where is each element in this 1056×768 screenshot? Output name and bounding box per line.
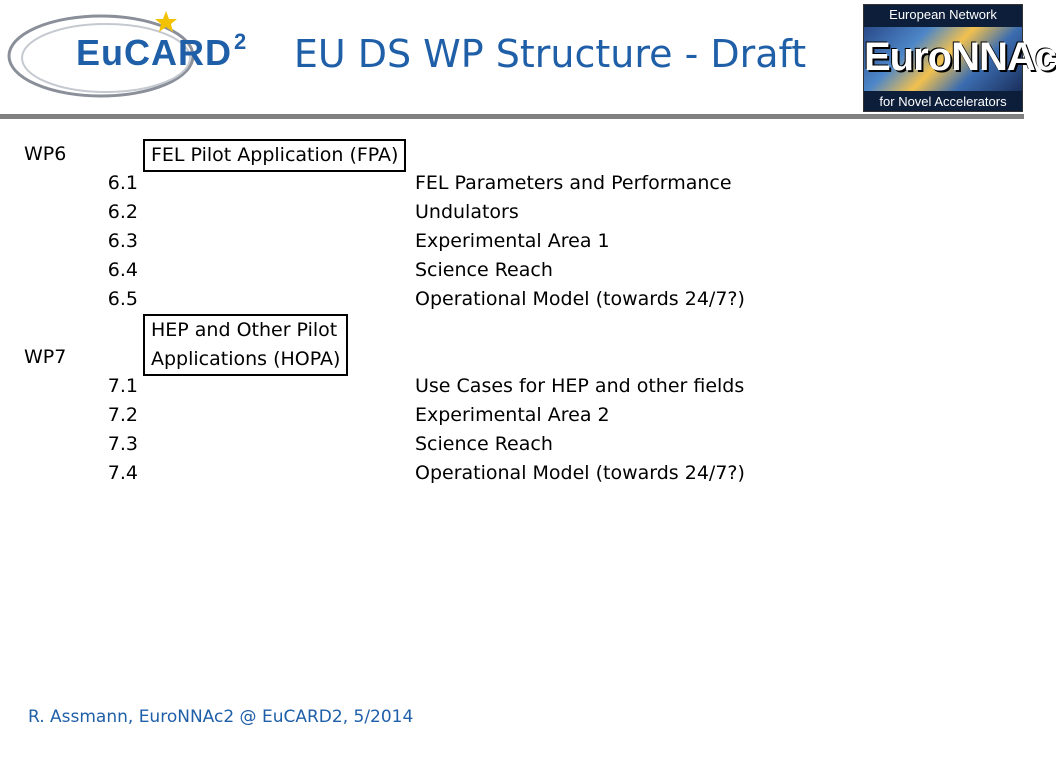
task-number: 7.3 bbox=[107, 433, 138, 455]
task-row bbox=[0, 431, 1024, 460]
euronnac-logo-main-text: EuroNNAc bbox=[864, 35, 1056, 79]
wp6-label: WP6 bbox=[24, 143, 67, 165]
task-number: 6.1 bbox=[107, 172, 138, 194]
task-row bbox=[0, 402, 1024, 431]
task-description: Science Reach bbox=[415, 433, 553, 455]
task-description: FEL Parameters and Performance bbox=[415, 172, 732, 194]
task-number: 7.4 bbox=[107, 462, 138, 484]
task-row bbox=[0, 170, 1024, 199]
wp6-title-box bbox=[143, 139, 406, 172]
task-description: Undulators bbox=[415, 201, 519, 223]
task-description: Operational Model (towards 24/7?) bbox=[415, 288, 745, 310]
wp7-title-line1: HEP and Other Pilot bbox=[151, 319, 338, 341]
task-description: Operational Model (towards 24/7?) bbox=[415, 462, 745, 484]
task-description: Experimental Area 2 bbox=[415, 404, 610, 426]
task-row bbox=[0, 373, 1024, 402]
eucard-logo-text: EuCARD$^2$ bbox=[76, 29, 248, 73]
task-row bbox=[0, 257, 1024, 286]
task-number: 6.2 bbox=[107, 201, 138, 223]
wp7-title-line2: Applications (HOPA) bbox=[151, 348, 341, 370]
wp7-label: WP7 bbox=[24, 346, 67, 368]
task-description: Use Cases for HEP and other fields bbox=[415, 375, 745, 397]
task-row bbox=[0, 199, 1024, 228]
task-number: 6.4 bbox=[107, 259, 138, 281]
task-row bbox=[0, 228, 1024, 257]
task-row bbox=[0, 460, 1024, 489]
task-number: 6.5 bbox=[107, 288, 138, 310]
wp7-header-row bbox=[0, 344, 1024, 373]
task-number: 6.3 bbox=[107, 230, 138, 252]
header-divider bbox=[0, 114, 1024, 119]
task-row bbox=[0, 286, 1024, 315]
page-title: EU DS WP Structure - Draft bbox=[293, 32, 807, 76]
task-description: Science Reach bbox=[415, 259, 553, 281]
eucard2-logo bbox=[6, 6, 246, 102]
euronnac-logo-bottom-text: for Novel Accelerators bbox=[879, 94, 1007, 109]
wp6-title: FEL Pilot Application (FPA) bbox=[151, 144, 399, 166]
task-number: 7.2 bbox=[107, 404, 138, 426]
euronnac-logo bbox=[863, 4, 1056, 112]
task-number: 7.1 bbox=[107, 375, 138, 397]
euronnac-logo-top-text: European Network bbox=[889, 7, 997, 22]
footer-credit: R. Assmann, EuroNNAc2 @ EuCARD2, 5/2014 bbox=[28, 707, 414, 727]
task-description: Experimental Area 1 bbox=[415, 230, 610, 252]
